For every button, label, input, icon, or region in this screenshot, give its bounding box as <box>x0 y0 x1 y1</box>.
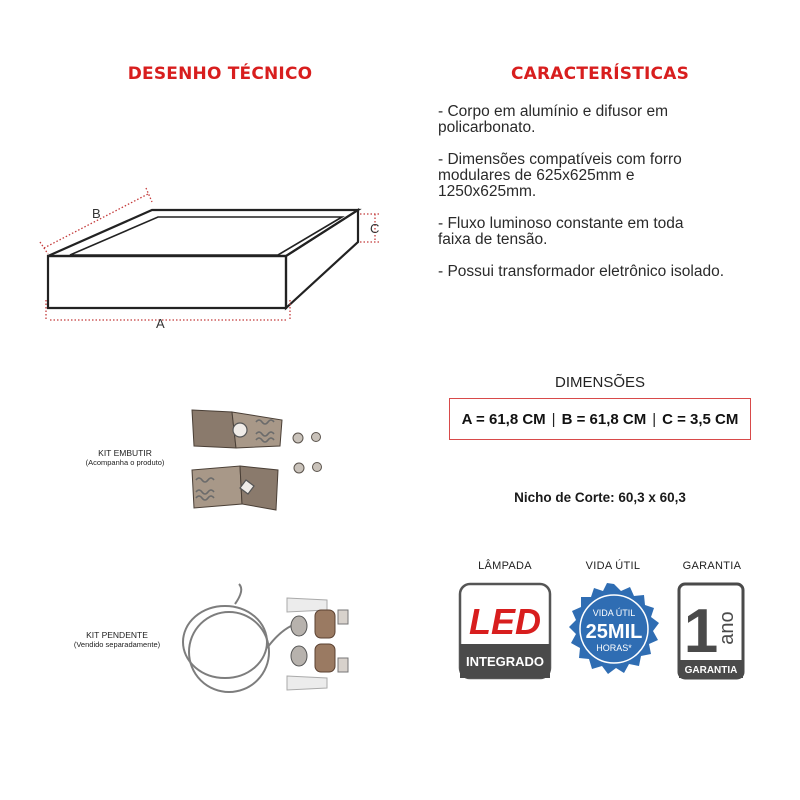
led-integrated-text: INTEGRADO <box>466 654 544 669</box>
dimension-label-b: B <box>92 206 101 221</box>
kit-pendente-image <box>175 580 360 715</box>
feature-item: - Possui transformador eletrônico isolado. <box>438 263 725 280</box>
feature-item: - Corpo em alumínio e difusor em policarbonato. <box>438 103 669 136</box>
dimensions-title: DIMENSÕES <box>554 374 645 391</box>
warranty-bottom-text: GARANTIA <box>684 665 738 676</box>
dimension-a: A = 61,8 CM <box>461 410 546 428</box>
dimension-separator: | <box>551 410 556 428</box>
panel-diffuser <box>70 217 342 255</box>
screw-set <box>293 433 322 474</box>
feature-item: - Fluxo luminoso constante em toda faixa de tensão. <box>438 215 684 248</box>
led-text: LED <box>469 601 541 642</box>
life-top-text: VIDA ÚTIL <box>592 608 636 618</box>
technical-drawing <box>30 180 390 340</box>
kit-embutir-image <box>180 400 340 525</box>
panel-front-face <box>48 256 286 308</box>
life-badge <box>567 583 661 677</box>
warranty-unit: ano <box>716 611 738 645</box>
features-list <box>438 104 788 280</box>
warranty-badge-label: GARANTIA <box>682 560 742 572</box>
kit-pendente-label: KIT PENDENTE (Vendido separadamente) <box>73 630 161 649</box>
feature-item: - Dimensões compatíveis com forro modulares de 625x625mm e 1250x625mm. <box>438 151 682 200</box>
drawing-title: DESENHO TÉCNICO <box>127 64 313 84</box>
led-badge <box>458 582 552 680</box>
kit-embutir-label: KIT EMBUTIR (Acompanha o produto) <box>85 448 165 467</box>
spring-clip <box>192 466 278 510</box>
life-badge-label: VIDA ÚTIL <box>585 560 641 572</box>
dimension-label-c: C <box>370 221 380 236</box>
dimension-label-a: A <box>156 316 165 331</box>
panel-side-face <box>286 210 358 308</box>
spring-clip <box>192 410 282 448</box>
warranty-badge <box>677 582 745 680</box>
features-title: CARACTERÍSTICAS <box>510 64 690 84</box>
dimensions-box <box>449 398 751 440</box>
cut-out-size: Nicho de Corte: 60,3 x 60,3 <box>514 490 686 505</box>
warranty-number: 1 <box>683 597 719 666</box>
dimension-b: B = 61,8 CM <box>561 410 647 428</box>
dimension-c: C = 3,5 CM <box>662 410 739 428</box>
cable-fixture <box>291 610 348 672</box>
dimension-separator: | <box>652 410 657 428</box>
life-hours-text: 25MIL <box>585 621 643 643</box>
steel-cable <box>183 584 291 692</box>
life-bottom-text: HORAS* <box>596 643 632 653</box>
lamp-badge-label: LÂMPADA <box>478 560 532 572</box>
